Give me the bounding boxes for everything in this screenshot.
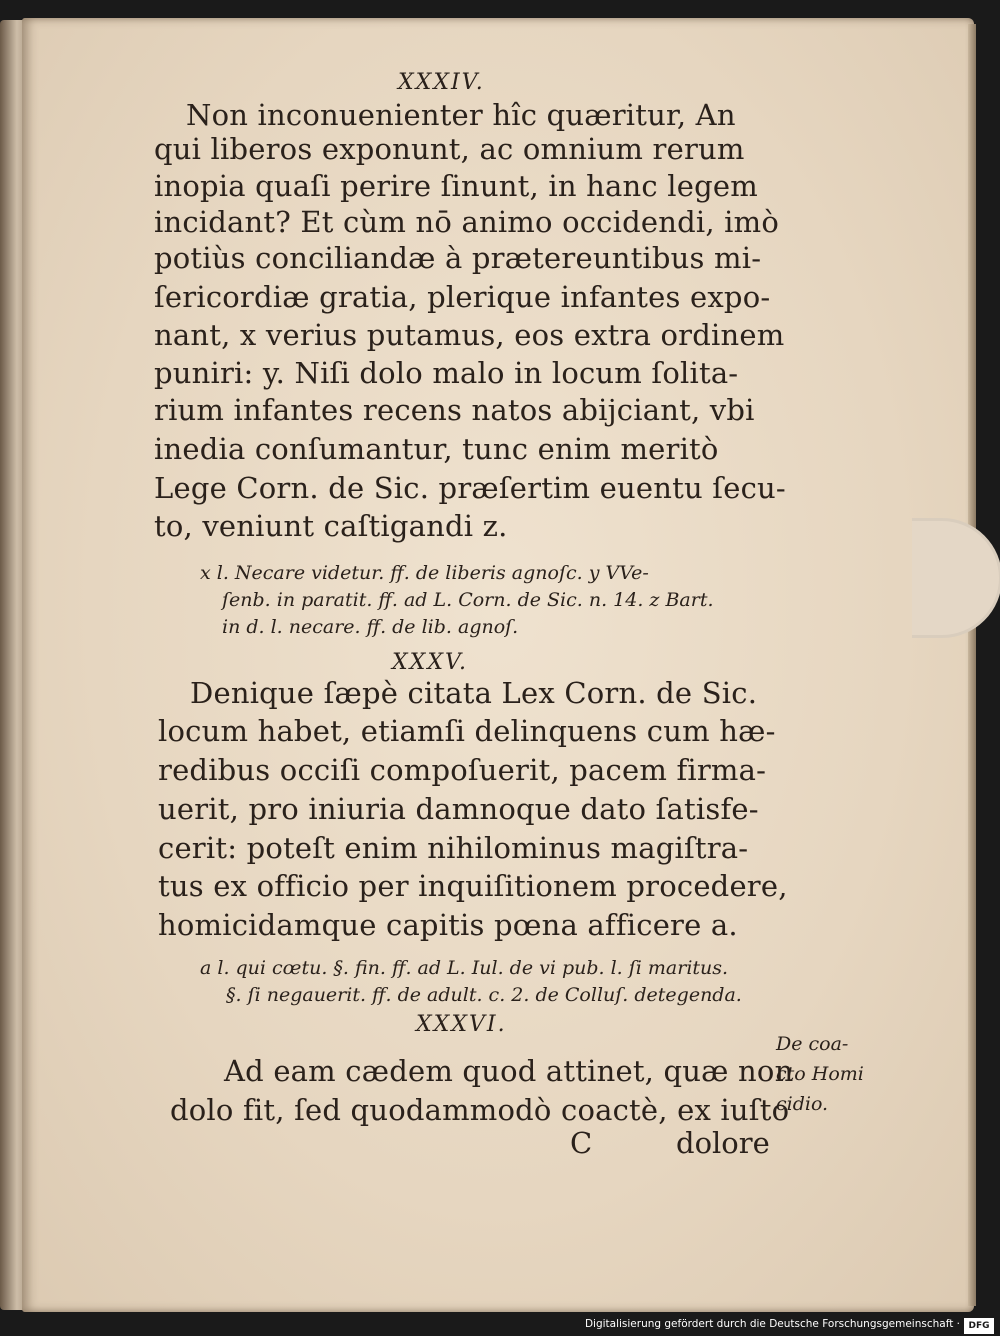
text-line: homicidamque capitis pœna afficere a. [158, 908, 738, 942]
text-line: puniri: y. Niſi dolo malo in locum ſolita- [154, 356, 739, 390]
text-line: inopia quaſi perire ſinunt, in hanc legem [154, 169, 758, 203]
text-line: redibus occiſi compoſuerit, pacem firma- [158, 753, 767, 787]
footnote-line: §. ſi negauerit. ff. de adult. c. 2. de Colluſ. detegenda. [226, 984, 742, 1006]
text-line: uerit, pro iniuria damnoque dato ſatisfe- [158, 792, 759, 826]
text-line: to, veniunt caſtigandi z. [154, 509, 508, 543]
footnote-line: in d. l. necare. ff. de lib. agnoſ. [222, 616, 519, 638]
text-line: Non inconuenienter hîc quæritur, An [186, 98, 736, 132]
section-heading: XXXV. [392, 650, 469, 675]
margin-note-line: cto Homi [776, 1063, 864, 1085]
text-line: potiùs conciliandæ à prætereuntibus mi- [154, 241, 762, 275]
footnote-line: x l. Necare videtur. ff. de liberis agnoſc. y VVe- [200, 562, 649, 584]
text-line: locum habet, etiamſi delinquens cum hæ- [158, 714, 776, 748]
text-line: Lege Corn. de Sic. præſertim euentu ſecu- [154, 471, 786, 505]
footnote-line: ſenb. in paratit. ff. ad L. Corn. de Sic. n. 14. z Bart. [222, 589, 714, 611]
dfg-logo: DFG [964, 1318, 994, 1334]
margin-note-line: De coa- [776, 1033, 849, 1055]
text-line: Ad eam cædem quod attinet, quæ non [224, 1054, 794, 1088]
text-line: inedia conſumantur, tunc enim meritò [154, 432, 719, 466]
text-line: dolo fit, ſed quodammodò coactè, ex iuſto [170, 1093, 790, 1127]
left-page-edge [0, 20, 24, 1310]
section-heading: XXXVI. [416, 1012, 507, 1037]
catchword: dolore [676, 1126, 770, 1160]
page-fore-edge [968, 24, 976, 1306]
page-clip-tab [912, 518, 1000, 638]
text-line: rium infantes recens natos abijciant, vbi [154, 393, 755, 427]
text-line: Denique ſæpè citata Lex Corn. de Sic. [190, 676, 758, 710]
text-line: tus ex officio per inquiſitionem procedere, [158, 869, 788, 903]
footer-credit: Digitalisierung gefördert durch die Deutsche Forschungsgemeinschaft · [584, 1318, 960, 1330]
margin-note-line: cidio. [776, 1093, 829, 1115]
text-line: qui liberos exponunt, ac omnium rerum [154, 132, 745, 166]
text-line: cerit: poteſt enim nihilominus magiſtra- [158, 831, 749, 865]
footnote-line: a l. qui cœtu. §. fin. ff. ad L. Iul. de vi pub. l. ſi maritus. [200, 957, 729, 979]
signature-mark: C [570, 1126, 593, 1160]
text-line: ſericordiæ gratia, plerique infantes expo- [154, 280, 771, 314]
section-heading: XXXIV. [398, 70, 485, 95]
text-line: nant, x verius putamus, eos extra ordinem [154, 318, 785, 352]
text-line: incidant? Et cùm nō animo occidendi, imò [154, 205, 780, 239]
